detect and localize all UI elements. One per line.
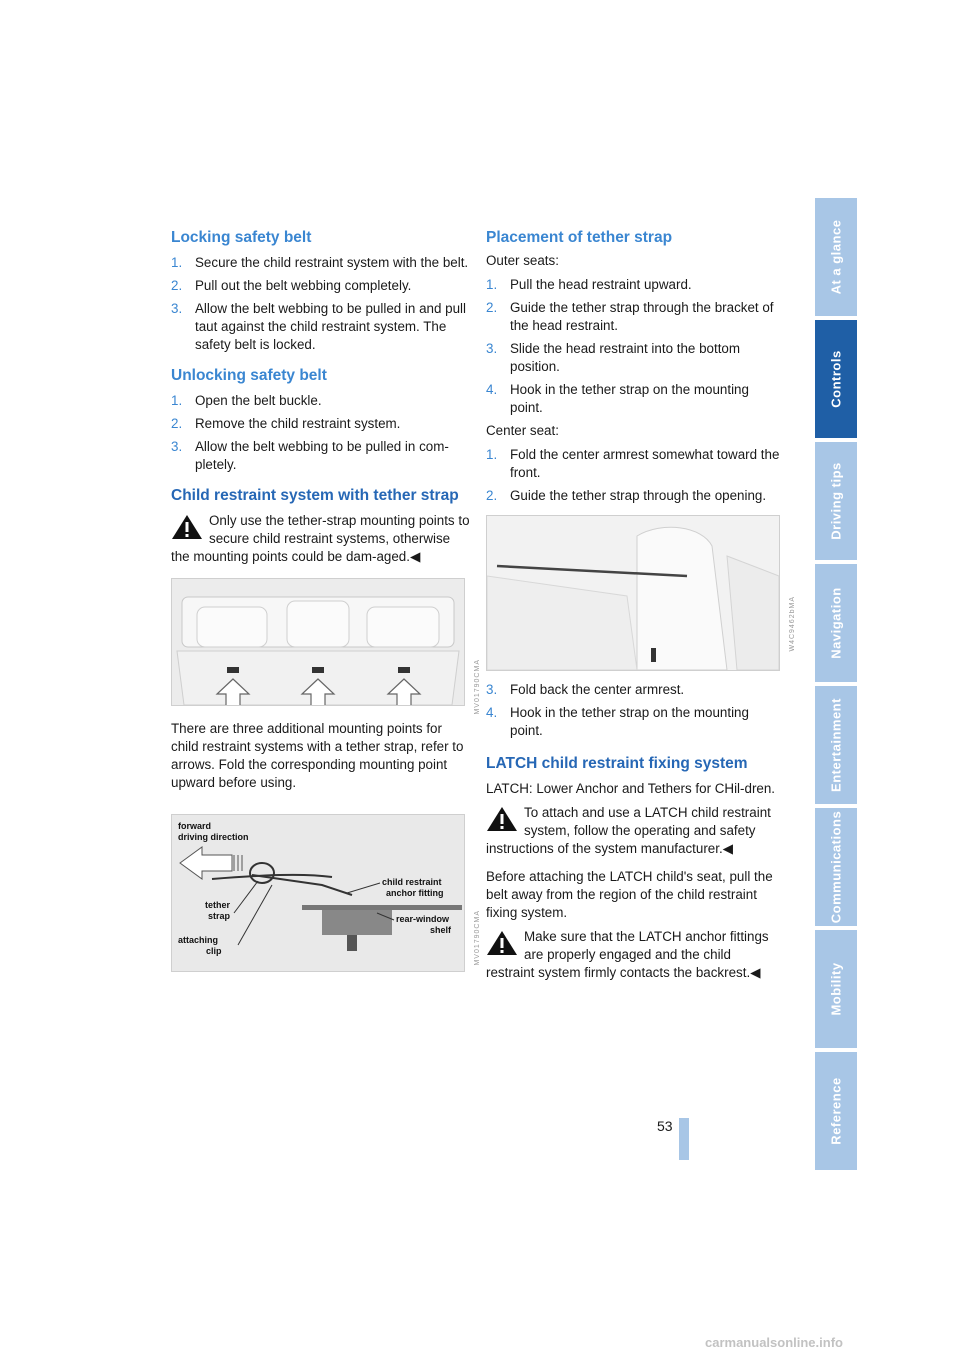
image-code: MV01790CMA (474, 659, 481, 715)
svg-text:rear-window: rear-window (396, 914, 450, 924)
tether-warning: Only use the tether-strap mounting points to secure child restraint systems, otherwise the mounting points could be dam-aged.◀ (171, 513, 470, 564)
unlocking-title: Unlocking safety belt (171, 367, 327, 384)
center-armrest-image (486, 515, 796, 671)
list-item: 4. Hook in the tether strap on the mounting point. (486, 382, 749, 415)
tab-controls[interactable]: Controls (815, 320, 857, 438)
tab-entertainment[interactable]: Entertainment (815, 686, 857, 804)
tether-strap-diagram (171, 814, 481, 972)
placement-title: Placement of tether strap (486, 229, 673, 246)
left-column (171, 228, 481, 972)
list-item: 4. Hook in the tether strap on the mounting point. (486, 705, 749, 738)
svg-text:tether: tether (204, 900, 230, 910)
latch-title: LATCH child restraint fixing system (486, 755, 748, 772)
list-item: 2. Pull out the belt webbing completely. (171, 278, 412, 293)
locking-title: Locking safety belt (171, 229, 312, 246)
warning-icon (486, 930, 518, 956)
unlocking-steps (171, 392, 471, 474)
list-item: 1. Open the belt buckle. (171, 393, 322, 408)
center-steps (486, 446, 782, 505)
tether-title: Child restraint system with tether strap (171, 487, 459, 504)
tab-driving-tips[interactable]: Driving tips (815, 442, 857, 560)
list-item: 1. Pull the head restraint upward. (486, 277, 692, 292)
list-item: 2. Remove the child restraint system. (171, 416, 401, 431)
tab-at-a-glance[interactable]: At a glance (815, 198, 857, 316)
tab-reference[interactable]: Reference (815, 1052, 857, 1170)
warning-icon (486, 806, 518, 832)
center-seat-label: Center seat: (486, 423, 559, 438)
latch-body: Before attaching the LATCH child's seat, pull the belt away from the region of the child restraint fixing system. (486, 869, 773, 920)
svg-text:driving direction: driving direction (178, 832, 249, 842)
svg-text:child restraint: child restraint (382, 877, 442, 887)
svg-text:attaching: attaching (178, 935, 219, 945)
tether-body: There are three additional mounting points for child restraint systems with a tether strap, refer to arrows. Fold the corresponding mounting point upward before using. (171, 721, 464, 790)
svg-text:clip: clip (206, 946, 222, 956)
tab-mobility[interactable]: Mobility (815, 930, 857, 1048)
latch-intro: LATCH: Lower Anchor and Tethers for CHil-dren. (486, 781, 776, 796)
right-column (486, 228, 796, 982)
svg-text:shelf: shelf (430, 925, 452, 935)
list-item: 1. Secure the child restraint system with the belt. (171, 255, 469, 270)
list-item: 2. Guide the tether strap through the bracket of the head restraint. (486, 300, 774, 333)
center-steps-continued (486, 681, 782, 740)
list-item: 3. Fold back the center armrest. (486, 682, 685, 697)
image-code: MV01790CMA (474, 910, 481, 966)
watermark: carmanualsonline.info (705, 1335, 843, 1350)
page-number: 53 (657, 1118, 673, 1134)
page-marker (679, 1118, 689, 1160)
latch-warning-1: To attach and use a LATCH child restraint system, follow the operating and safety instructions of the system manufacturer.◀ (486, 805, 771, 856)
image-code: W4C9462bMA (789, 596, 796, 652)
list-item: 3. Allow the belt webbing to be pulled in com-pletely. (171, 439, 449, 472)
section-nav (815, 198, 857, 1174)
trunk-mounting-points-image (171, 578, 481, 715)
list-item: 3. Slide the head restraint into the bottom position. (486, 341, 741, 374)
locking-steps (171, 254, 471, 354)
outer-seats-label: Outer seats: (486, 253, 559, 268)
list-item: 2. Guide the tether strap through the opening. (486, 488, 767, 503)
svg-text:strap: strap (207, 911, 230, 921)
warning-icon (171, 514, 203, 540)
tab-communications[interactable]: Communications (815, 808, 857, 926)
list-item: 3. Allow the belt webbing to be pulled in and pull taut against the child restraint system. The safety belt is locked. (171, 301, 466, 352)
outer-steps (486, 276, 782, 417)
list-item: 1. Fold the center armrest somewhat toward the front. (486, 447, 780, 480)
latch-warning-2: Make sure that the LATCH anchor fittings are properly engaged and the child restraint system firmly contacts the backrest.◀ (486, 929, 769, 980)
svg-text:forward: forward (178, 821, 212, 831)
svg-text:anchor fitting: anchor fitting (386, 888, 444, 898)
tab-navigation[interactable]: Navigation (815, 564, 857, 682)
